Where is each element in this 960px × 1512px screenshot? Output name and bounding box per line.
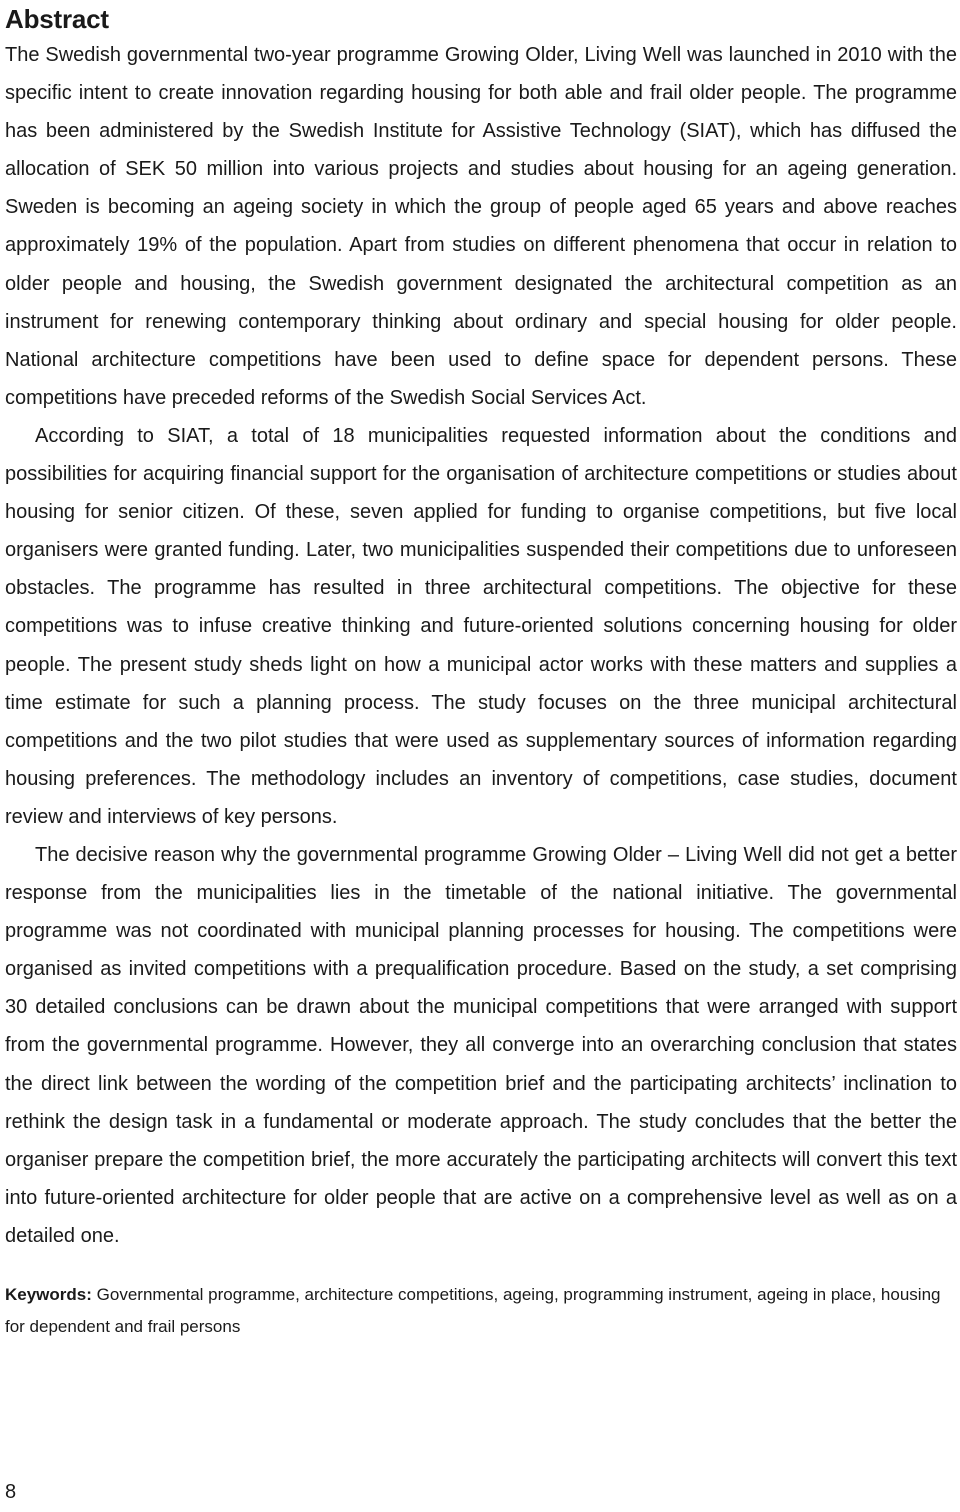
abstract-paragraph-2: According to SIAT, a total of 18 municipalities requested information about the conditions and possibilities for acquiring financial support for the organisation of architecture competitions or studies about housing for senior citizen. Of these, seven applied for funding to organise competitions, but five local organisers were granted funding. Later, two municipalities suspended their competitions due to unforeseen obstacles. The programme has resulted in three architectural competitions. The objective for these competitions was to infuse creative thinking and future-oriented solutions concerning housing for older people. The present study sheds light on how a municipal actor works with these matters and supplies a time estimate for such a planning process. The study focuses on the three municipal architectural competitions and the two pilot studies that were used as supplementary sources of information regarding housing preferences. The methodology includes an inventory of competitions, case studies, document review and interviews of key persons.	[5, 424, 957, 828]
abstract-paragraph-3: The decisive reason why the governmental programme Growing Older – Living Well did not get a better response from the municipalities lies in the timetable of the national initiative. The governmental programme was not coordinated with municipal planning processes for housing. The competitions were organised as invited competitions with a prequalification procedure. Based on the study, a set comprising 30 detailed conclusions can be drawn about the municipal competitions that were arranged with support from the governmental programme. However, they all converge into an overarching conclusion that states the direct link between the wording of the competition brief and the participating architects’ inclination to rethink the design task in a fundamental or moderate approach. The study concludes that the better the organiser prepare the competition brief, the more accurately the participating architects will convert this text into future-oriented architecture for older people that are active on a comprehensive level as well as on a detailed one.	[5, 843, 957, 1247]
abstract-paragraph-1: The Swedish governmental two-year programme Growing Older, Living Well was launched in 2010 with the specific intent to create innovation regarding housing for both able and frail older people. The programme has been administered by the Swedish Institute for Assistive Technology (SIAT), which has diffused the allocation of SEK 50 million into various projects and studies about housing for an ageing generation. Sweden is becoming an ageing society in which the group of people aged 65 years and above reaches approximately 19% of the population. Apart from studies on different phenomena that occur in relation to older people and housing, the Swedish government designated the architectural competition as an instrument for renewing contemporary thinking about ordinary and special housing for older people. National architecture competitions have been used to define space for dependent persons. These competitions have preceded reforms of the Swedish Social Services Act.	[5, 44, 957, 409]
abstract-heading: Abstract	[5, 4, 109, 34]
keywords-text: Governmental programme, architecture competitions, ageing, programming instrument, ageing in place, housing for dependent and frail persons	[5, 1285, 941, 1336]
abstract-page	[5, 0, 957, 1343]
keywords-label: Keywords:	[5, 1285, 92, 1304]
page-number: 8	[5, 1481, 17, 1503]
abstract-body	[5, 36, 957, 1255]
keywords-block	[5, 1279, 957, 1343]
